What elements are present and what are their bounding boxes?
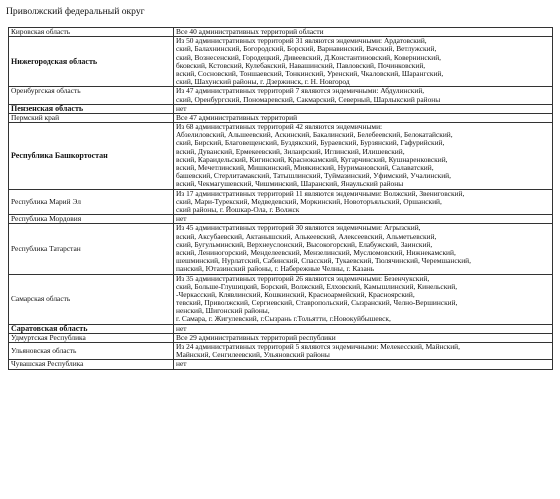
description-line: вский, Лениногорский, Менделеевский, Мензелинский, Муслюмовский, Нижнекамский,	[176, 248, 456, 257]
region-description-cell	[174, 87, 553, 104]
description-line: Майнский, Сенгилеевский, Ульяновский районы	[176, 351, 330, 360]
description-line: нет	[176, 215, 187, 224]
description-line: ский районы, г. Йошкар-Ола, г. Волжск	[176, 205, 300, 214]
description-line: Абзелиловский, Альшеевский, Аскинский, Бакалинский, Белебеевский, Белокатайский,	[176, 131, 453, 140]
region-name-cell: Нижегородская область	[9, 37, 174, 87]
table-row	[9, 189, 553, 215]
region-name-cell: Республика Татарстан	[9, 224, 174, 274]
region-description-cell	[174, 333, 553, 342]
description-line: нет	[176, 324, 187, 333]
region-description-cell	[174, 274, 553, 324]
description-line: тевский, Приволжский, Сергиевский, Ставропольский, Сызранский, Челно-Вершинский,	[176, 299, 458, 308]
region-name-cell: Саратовская область	[9, 324, 174, 333]
description-line: ский, Шахунский районы, г. Дзержинск, г. Н. Новгород	[176, 78, 350, 87]
table-row	[9, 360, 553, 369]
region-description-cell	[174, 343, 553, 360]
description-line: -Черкасский, Клявлинский, Кошкинский, Красноармейский, Красноярский,	[176, 290, 415, 299]
region-name-cell: Ульяновская область	[9, 343, 174, 360]
description-line: г. Самара, г. Жигулевский, г.Сызрань г.Тольятти, г.Новокуйбышевск,	[176, 315, 391, 324]
region-description-cell	[174, 104, 553, 113]
regions-table-body	[9, 28, 553, 370]
description-line: панский, Ютазинский районы, г. Набережные Челны, г. Казань	[176, 265, 375, 274]
region-name-cell: Пензенская область	[9, 104, 174, 113]
table-row	[9, 37, 553, 87]
description-line: Из 68 административных территорий 42 являются эндемичными:	[176, 123, 383, 132]
description-line: Из 17 административных территорий 11 являются эндемичными: Волжский, Звениговский,	[176, 189, 465, 198]
region-name-cell: Пермский край	[9, 113, 174, 122]
description-line: башевский, Стерлитамакский, Татышлинский, Туймазинский, Уфимский, Учалинский,	[176, 172, 451, 181]
region-description-cell	[174, 123, 553, 190]
table-row	[9, 87, 553, 104]
region-name-cell: Самарская область	[9, 274, 174, 324]
description-line: Из 47 административных территорий 7 являются эндемичными: Абдулинский,	[176, 87, 425, 96]
description-line: вский, Дуванский, Ермекеевский, Зилаирский, Иглинский, Илишевский,	[176, 147, 405, 156]
region-name-cell: Кировская область	[9, 28, 174, 37]
description-line: вский, Мечетлинский, Мишкинский, Миякинский, Нуримановский, Салаватский,	[176, 164, 434, 173]
region-description-cell	[174, 360, 553, 369]
table-row	[9, 333, 553, 342]
region-description-cell	[174, 224, 553, 274]
region-description-cell	[174, 215, 553, 224]
description-line: бковский, Кстовский, Кулебакский, Навашинский, Павловский, Починковский,	[176, 61, 426, 70]
region-description-cell	[174, 189, 553, 215]
region-description-cell	[174, 324, 553, 333]
table-row	[9, 123, 553, 190]
description-line: нет	[176, 360, 187, 369]
region-description-cell	[174, 113, 553, 122]
table-row	[9, 215, 553, 224]
table-row	[9, 104, 553, 113]
description-line: вский, Караидельский, Кигинский, Краснокамский, Кугарчинский, Кушнаренковский,	[176, 155, 448, 164]
page-title: Приволжский федеральный округ	[6, 6, 145, 17]
description-line: ский, Бугульминский, Верхнеуслонский, Высокогорский, Елабужский, Заинский,	[176, 240, 433, 249]
region-name-cell: Чувашская Республика	[9, 360, 174, 369]
description-line: Все 29 административных территорий республики	[176, 333, 336, 342]
description-line: вский, Аксубаевский, Актанышский, Алькеевский, Алексеевский, Альметьевский,	[176, 232, 437, 241]
description-line: ский, Больше-Глушицкий, Борский, Волжский, Елховский, Камышлинский, Кинельский,	[176, 282, 458, 291]
description-line: нет	[176, 104, 187, 113]
description-line: Из 35 административных территорий 26 являются эндемичными: Безенчукский,	[176, 274, 430, 283]
description-line: Из 24 административных территорий 5 являются эндемичными: Мелекесский, Майнский,	[176, 343, 460, 352]
description-line: Из 45 административных территорий 30 являются эндемичными: Агрызский,	[176, 224, 421, 233]
description-line: ненский, Шигонский районы,	[176, 307, 270, 316]
description-line: ский, Мари-Турекский, Медведевский, Моркинский, Новоторъяльский, Оршанский,	[176, 197, 442, 206]
table-row	[9, 343, 553, 360]
description-line: вский, Сосновский, Тоншаевский, Тонкинский, Уренский, Чкаловский, Шарангский,	[176, 69, 444, 78]
region-name-cell: Республика Мордовия	[9, 215, 174, 224]
table-row	[9, 113, 553, 122]
description-line: вский, Чекмагушевский, Чишминский, Шаранский, Янаульский районы	[176, 180, 404, 189]
region-name-cell: Республика Башкортостан	[9, 123, 174, 190]
table-row	[9, 324, 553, 333]
description-line: ский, Оренбургский, Пономаревский, Сакмарский, Северный, Шарлыкский районы	[176, 95, 441, 104]
table-row	[9, 28, 553, 37]
description-line: Из 50 административных территорий 31 являются эндемичными: Ардатовский,	[176, 37, 427, 46]
regions-table	[8, 27, 553, 370]
region-name-cell: Удмуртская Республика	[9, 333, 174, 342]
region-description-cell	[174, 37, 553, 87]
region-name-cell: Оренбургская область	[9, 87, 174, 104]
description-line: ский, Балахнинский, Богородский, Борский, Варнавинский, Вачский, Ветлужский,	[176, 45, 437, 54]
description-line: шешминский, Нурлатский, Сабинский, Спасский, Тукаевский, Тюлячинский, Черемшанский,	[176, 257, 471, 266]
description-line: Все 47 административных территорий	[176, 113, 298, 122]
description-line: Все 40 административных территорий области	[176, 28, 324, 36]
description-line: ский, Вознесенский, Городецкий, Дивеевский, Д.Константиновский, Ковернинский,	[176, 53, 442, 62]
description-line: ский, Бирский, Благовещенский, Буздякский, Бураевский, Бурзянский, Гафурийский,	[176, 139, 445, 148]
region-description-cell	[174, 28, 553, 37]
table-row	[9, 274, 553, 324]
region-name-cell: Республика Марий Эл	[9, 189, 174, 215]
table-row	[9, 224, 553, 274]
